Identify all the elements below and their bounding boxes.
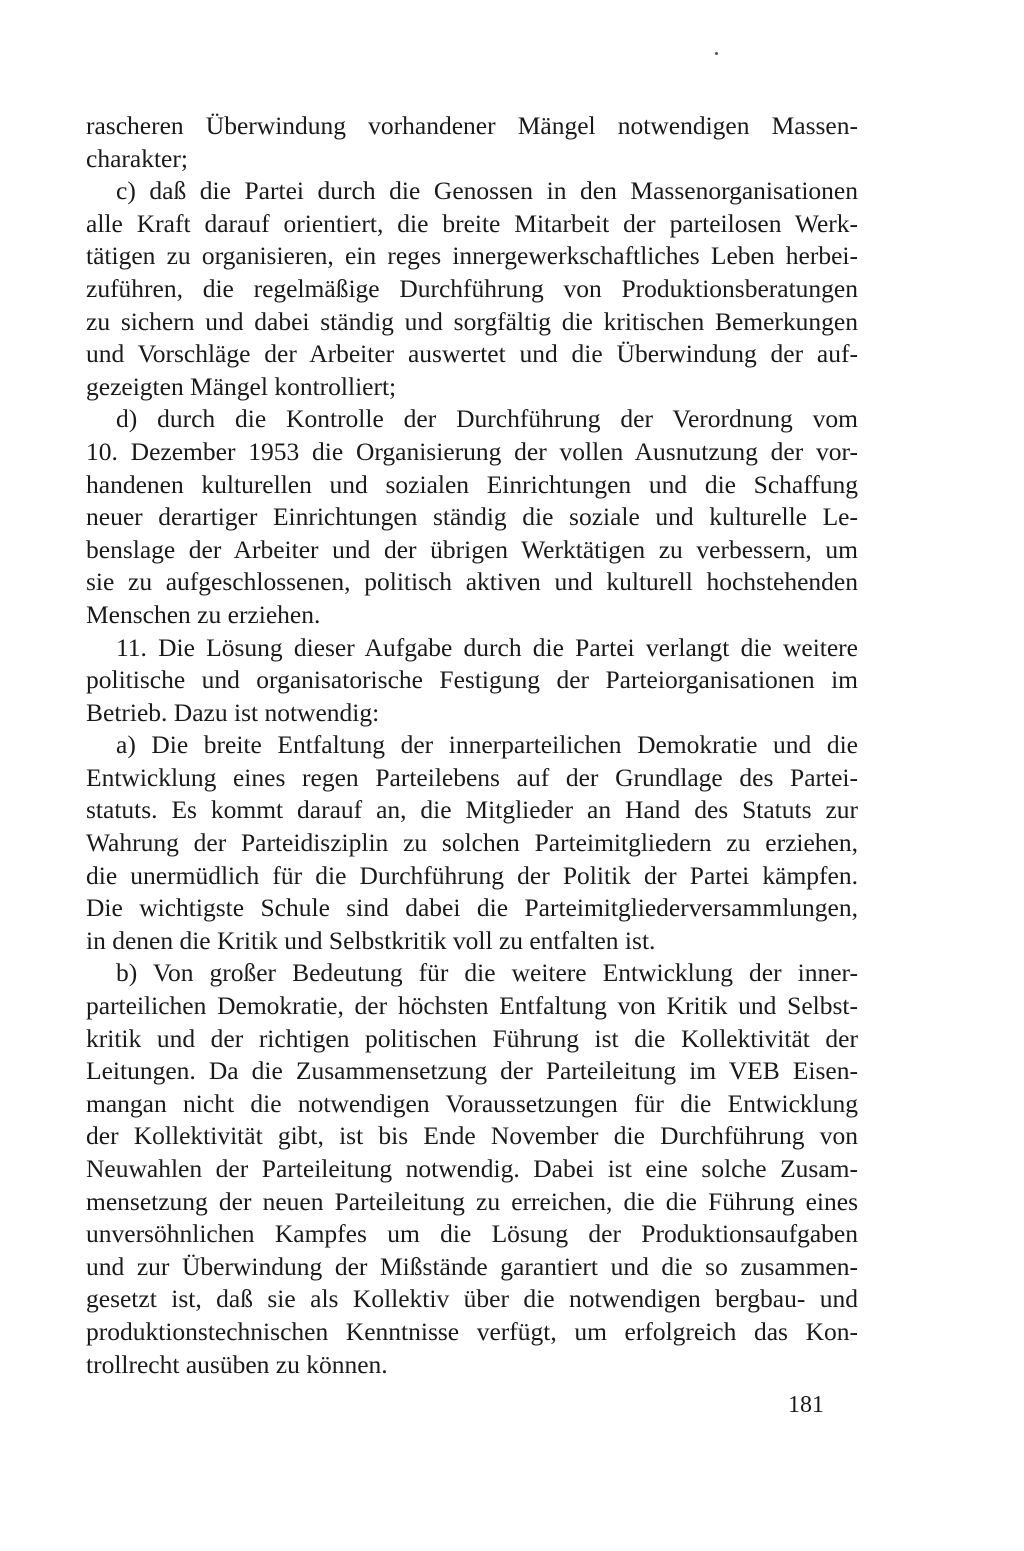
text-line: a) Die breite Entfaltung der innerparteilichen Demokratie und die	[116, 730, 858, 760]
text-line: produktionstechnischen Kenntnisse verfügt, um erfolgreich das Kon-	[86, 1316, 858, 1346]
text-line: statuts. Es kommt darauf an, die Mitglieder an Hand des Statuts zur	[86, 795, 858, 825]
text-line: b) Von großer Bedeutung für die weitere Entwicklung der inner-	[116, 958, 858, 988]
text-line: Leitungen. Da die Zusammensetzung der Parteileitung im VEB Eisen-	[86, 1056, 858, 1086]
text-line: Wahrung der Parteidisziplin zu solchen Parteimitgliedern zu erziehen,	[86, 828, 858, 858]
text-line: sie zu aufgeschlossenen, politisch aktiven und kulturell hochstehenden	[86, 567, 858, 597]
text-line: rascheren Überwindung vorhandener Mängel notwendigen Massen-	[86, 111, 858, 140]
text-line: und zur Überwindung der Mißstände garantiert und die so zusammen-	[86, 1251, 858, 1281]
text-line: die unermüdlich für die Durchführung der Politik der Partei kämpfen.	[86, 860, 858, 890]
text-line: Betrieb. Dazu ist notwendig:	[86, 697, 380, 727]
text-line: gezeigten Mängel kontrolliert;	[86, 371, 397, 401]
paper-speck	[715, 52, 718, 55]
text-line: unversöhnlichen Kampfes um die Lösung der Produktionsaufgaben	[86, 1219, 858, 1249]
text-line: gesetzt ist, daß sie als Kollektiv über die notwendigen bergbau- und	[86, 1284, 858, 1314]
text-line: zu sichern und dabei ständig und sorgfältig die kritischen Bemerkungen	[86, 306, 858, 336]
text-line: der Kollektivität gibt, ist bis Ende November die Durchführung von	[86, 1121, 858, 1151]
text-line: und Vorschläge der Arbeiter auswertet und die Überwindung der auf-	[86, 339, 858, 369]
body-text	[86, 110, 858, 1381]
text-line: kritik und der richtigen politischen Führung ist die Kollektivität der	[86, 1023, 858, 1053]
text-line: d) durch die Kontrolle der Durchführung der Verordnung vom	[116, 404, 858, 434]
text-line: Menschen zu erziehen.	[86, 599, 321, 629]
text-line: charakter;	[86, 143, 188, 173]
text-line: Entwicklung eines regen Parteilebens auf der Grundlage des Partei-	[86, 762, 858, 792]
text-line: mangan nicht die notwendigen Voraussetzungen für die Entwicklung	[86, 1088, 858, 1118]
text-line: c) daß die Partei durch die Genossen in den Massenorganisationen	[116, 176, 858, 206]
text-line: zuführen, die regelmäßige Durchführung von Produktionsberatungen	[86, 273, 858, 303]
text-line: parteilichen Demokratie, der höchsten Entfaltung von Kritik und Selbst-	[86, 991, 858, 1021]
text-line: trollrecht ausüben zu können.	[86, 1349, 388, 1379]
text-line: neuer derartiger Einrichtungen ständig die soziale und kulturelle Le-	[86, 502, 858, 532]
text-line: alle Kraft darauf orientiert, die breite Mitarbeit der parteilosen Werk-	[86, 208, 858, 238]
text-line: in denen die Kritik und Selbstkritik voll zu entfalten ist.	[86, 925, 656, 955]
text-line: tätigen zu organisieren, ein reges innergewerkschaftliches Leben herbei-	[86, 241, 858, 271]
text-line: 10. Dezember 1953 die Organisierung der vollen Ausnutzung der vor-	[86, 436, 858, 466]
text-line: benslage der Arbeiter und der übrigen Werktätigen zu verbessern, um	[86, 534, 858, 564]
text-line: mensetzung der neuen Parteileitung zu erreichen, die die Führung eines	[86, 1186, 858, 1216]
page-number: 181	[788, 1392, 824, 1418]
text-line: politische und organisatorische Festigung der Parteiorganisationen im	[86, 665, 858, 695]
text-line: 11. Die Lösung dieser Aufgabe durch die Partei verlangt die weitere	[116, 632, 858, 662]
text-line: handenen kulturellen und sozialen Einrichtungen und die Schaffung	[86, 469, 858, 499]
text-line: Neuwahlen der Parteileitung notwendig. Dabei ist eine solche Zusam-	[86, 1154, 858, 1183]
text-line: Die wichtigste Schule sind dabei die Parteimitgliederversammlungen,	[86, 893, 858, 923]
